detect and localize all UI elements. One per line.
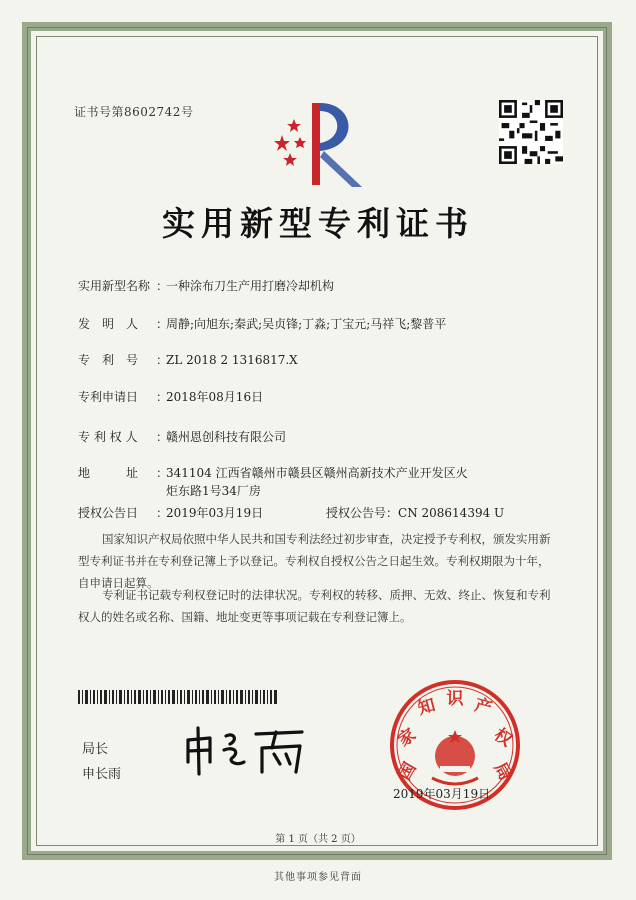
handwritten-signature-icon — [178, 718, 328, 778]
announcement-number: CN 208614394 U — [398, 506, 505, 520]
field-label: 专利申请日 — [78, 390, 139, 404]
address-line-2: 炬东路1号34厂房 — [166, 484, 261, 498]
svg-text:知: 知 — [415, 695, 438, 720]
page-number: 第 1 页（共 2 页） — [275, 834, 361, 845]
svg-text:产: 产 — [472, 695, 495, 720]
svg-text:家: 家 — [394, 724, 420, 751]
svg-text:权: 权 — [490, 724, 516, 751]
field-address: 地 址 ：341104 江西省赣州市赣县区赣州高新技术产业开发区火 — [78, 466, 468, 480]
paragraph-legal-status: 专利证书记载专利权登记时的法律状况。专利权的转移、质押、无效、终止、恢复和专利权人的姓名或名称、国籍、地址变更等事项记载在专利登记簿上。 — [78, 588, 551, 624]
seal-date: 2019年03月19日 — [393, 787, 491, 801]
director-title: 局长 — [82, 742, 109, 757]
field-value: 341104 江西省赣州市赣县区赣州高新技术产业开发区火 — [166, 466, 468, 480]
announcement-number-label: 授权公告号： — [326, 506, 399, 520]
field-value: 一种涂布刀生产用打磨冷却机构 — [166, 279, 335, 293]
field-label: 授权公告日 — [78, 506, 139, 520]
field-announcement-date: 授权公告日 ：2019年03月19日 授权公告号：CN 208614394 U — [78, 506, 505, 520]
field-patent-number: 专 利 号 ：ZL 2018 2 1316817.X — [78, 353, 298, 367]
field-value: 2018年08月16日 — [166, 390, 264, 404]
field-patentee: 专 利 权 人 ：赣州恩创科技有限公司 — [78, 430, 287, 444]
field-label: 专 利 权 人 — [78, 430, 138, 444]
cnipa-logo-icon — [268, 95, 368, 190]
certificate-title: 实用新型专利证书 — [162, 204, 474, 243]
field-inventors: 发 明 人 ：周静;向旭东;秦武;吴贞锋;丁淼;丁宝元;马祥飞;黎普平 — [78, 317, 447, 331]
svg-text:识: 识 — [446, 689, 464, 709]
field-label: 发 明 人 — [78, 317, 139, 331]
svg-text:局: 局 — [489, 759, 516, 784]
svg-text:国: 国 — [394, 759, 421, 784]
barcode-icon — [78, 690, 278, 704]
field-value: 赣州恩创科技有限公司 — [166, 430, 287, 444]
field-utility-model-name: 实用新型名称 ：一种涂布刀生产用打磨冷却机构 — [78, 279, 335, 293]
field-value: ZL 2018 2 1316817.X — [166, 353, 298, 367]
field-value: 2019年03月19日 — [166, 506, 264, 520]
director-name: 申长雨 — [82, 767, 122, 782]
qr-code-icon — [499, 100, 563, 164]
field-value: 周静;向旭东;秦武;吴贞锋;丁淼;丁宝元;马祥飞;黎普平 — [166, 317, 447, 331]
certificate-number: 证书号第8602742号 — [74, 105, 194, 119]
footer-note: 其他事项参见背面 — [274, 872, 362, 883]
paragraph-grant: 国家知识产权局依照中华人民共和国专利法经过初步审查，决定授予专利权，颁发实用新型专利证书并在专利登记簿上予以登记。专利权自授权公告之日起生效。专利权期限为十年，自申请日起算。 — [78, 532, 551, 590]
field-label: 实用新型名称 — [78, 279, 151, 293]
field-label: 地 址 — [78, 466, 139, 480]
field-application-date: 专利申请日 ：2018年08月16日 — [78, 390, 264, 404]
field-label: 专 利 号 — [78, 353, 139, 367]
